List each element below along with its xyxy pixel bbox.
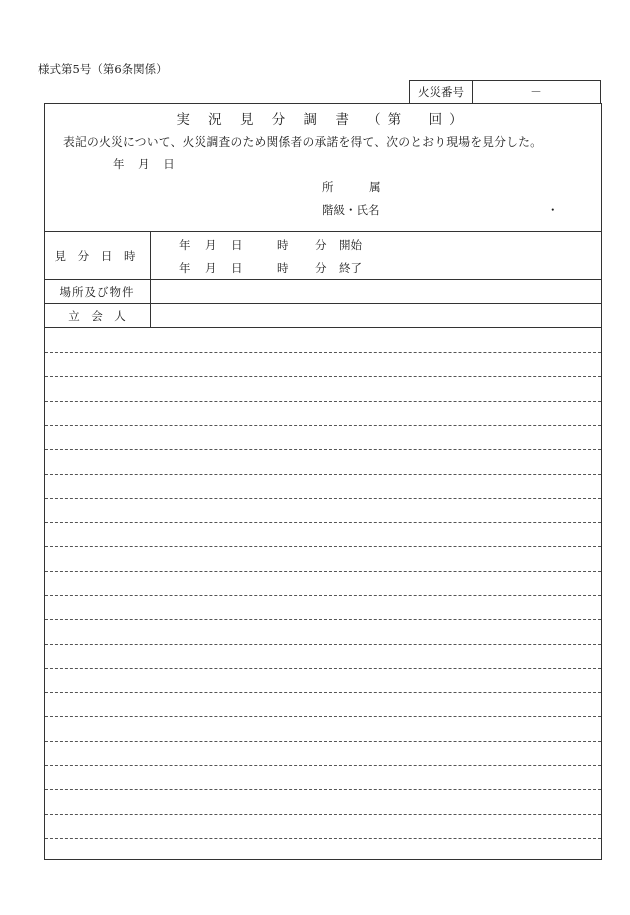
writing-line bbox=[45, 765, 601, 766]
writing-line bbox=[45, 571, 601, 572]
table-divider bbox=[44, 231, 602, 232]
end-minute: 分 bbox=[315, 261, 327, 275]
form-number-label: 様式第5号（第6条関係） bbox=[38, 62, 168, 76]
writing-line bbox=[45, 644, 601, 645]
writing-line bbox=[45, 716, 601, 717]
fire-number-label: 火災番号 bbox=[410, 81, 473, 103]
report-date[interactable]: 年 月 日 bbox=[113, 157, 175, 171]
start-status: 開始 bbox=[339, 238, 362, 252]
writing-line bbox=[45, 838, 601, 839]
writing-line bbox=[45, 522, 601, 523]
seal-dot: ・ bbox=[547, 203, 559, 217]
end-status: 終了 bbox=[339, 261, 362, 275]
table-divider bbox=[44, 327, 602, 328]
document-title: 実 況 見 分 調 書 （第 回） bbox=[176, 112, 470, 128]
writing-line bbox=[45, 692, 601, 693]
writing-line bbox=[45, 789, 601, 790]
end-year: 年 bbox=[179, 261, 191, 275]
writing-line bbox=[45, 401, 601, 402]
writing-line bbox=[45, 741, 601, 742]
rank-name-field[interactable]: 階級・氏名 bbox=[322, 203, 380, 217]
start-year: 年 bbox=[179, 238, 191, 252]
inspection-datetime-label: 見 分 日 時 bbox=[54, 249, 140, 263]
table-divider bbox=[44, 303, 602, 304]
place-property-label: 場所及び物件 bbox=[59, 285, 135, 299]
affiliation-field[interactable]: 所 属 bbox=[322, 180, 381, 194]
body-statement: 表記の火災について、火災調査のため関係者の承諾を得て、次のとおり現場を見分した。 bbox=[63, 135, 543, 149]
writing-line bbox=[45, 376, 601, 377]
end-month: 月 bbox=[205, 261, 217, 275]
writing-line bbox=[45, 498, 601, 499]
end-day: 日 bbox=[231, 261, 243, 275]
writing-line bbox=[45, 595, 601, 596]
writing-line bbox=[45, 449, 601, 450]
writing-line bbox=[45, 668, 601, 669]
start-day: 日 bbox=[231, 238, 243, 252]
label-column-divider bbox=[150, 231, 151, 327]
writing-line bbox=[45, 814, 601, 815]
fire-number-value[interactable]: － bbox=[530, 85, 542, 99]
writing-line bbox=[45, 619, 601, 620]
witness-label: 立 会 人 bbox=[68, 309, 126, 323]
start-minute: 分 bbox=[315, 238, 327, 252]
table-divider bbox=[44, 279, 602, 280]
writing-line bbox=[45, 474, 601, 475]
writing-line bbox=[45, 352, 601, 353]
fire-number-box bbox=[409, 80, 601, 103]
writing-line bbox=[45, 546, 601, 547]
end-hour: 時 bbox=[277, 261, 289, 275]
start-month: 月 bbox=[205, 238, 217, 252]
start-hour: 時 bbox=[277, 238, 289, 252]
writing-line bbox=[45, 425, 601, 426]
